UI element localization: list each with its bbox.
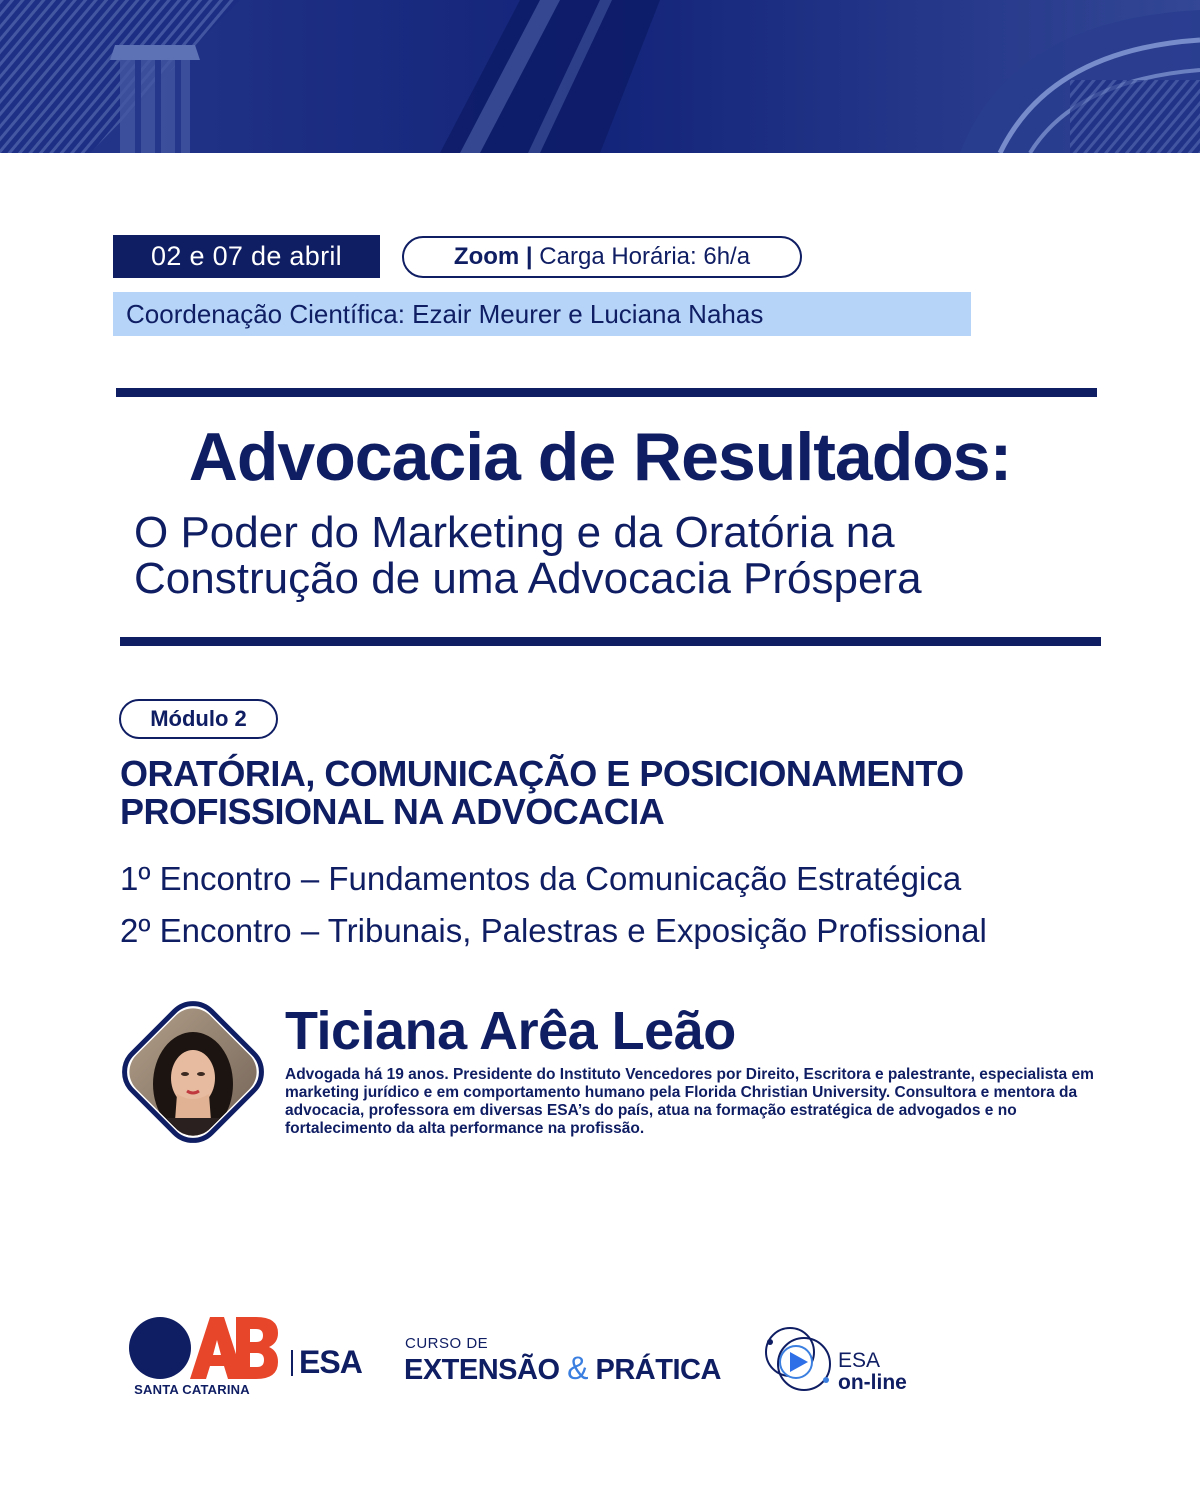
workload-label: Carga Horária: 6h/a	[539, 243, 751, 270]
platform-label: Zoom	[453, 243, 520, 270]
pratica-word: PRÁTICA	[595, 1354, 721, 1386]
course-subtitle-line-2: Construção de uma Advocacia Próspera	[134, 554, 922, 603]
module-title-line-2: PROFISSIONAL NA ADVOCACIA	[120, 791, 665, 832]
course-subtitle	[134, 510, 1134, 602]
ampersand-glyph: &	[567, 1350, 588, 1386]
esa-online-label	[838, 1350, 907, 1394]
speaker-avatar	[117, 996, 269, 1148]
module-title-line-1: ORATÓRIA, COMUNICAÇÃO E POSICIONAMENTO	[120, 753, 964, 794]
curso-de-label: CURSO DE	[405, 1335, 489, 1352]
online-line-2: on-line	[838, 1371, 907, 1394]
date-badge: 02 e 07 de abril	[113, 235, 380, 278]
oab-subtitle: SANTA CATARINA	[134, 1382, 250, 1397]
encounter-1: 1º Encontro – Fundamentos da Comunicação Estratégica	[120, 860, 962, 897]
speaker-bio: Advogada há 19 anos. Presidente do Instituto Vencedores por Direito, Escritora e palestrante, especialista em marketing jurídico e em comportamento humano pela Florida Christian University. Consultora e mentora da advocacia, professora em diversas ESA’s do país, atua na formação estratégica de advogados e no fortalecimento da alta performance na profissão.	[285, 1066, 1094, 1137]
encounter-2: 2º Encontro – Tribunais, Palestras e Exposição Profissional	[120, 912, 987, 949]
extensao-word: EXTENSÃO	[404, 1354, 560, 1386]
course-title: Advocacia de Resultados:	[188, 419, 1012, 495]
bottom-divider	[120, 637, 1101, 646]
pill-separator: |	[525, 243, 533, 270]
online-line-1: ESA	[838, 1349, 881, 1372]
extensao-pratica-logo	[404, 1350, 721, 1387]
course-subtitle-line-1: O Poder do Marketing e da Oratória na	[134, 508, 895, 557]
coordination-banner: Coordenação Científica: Ezair Meurer e Luciana Nahas	[113, 292, 971, 336]
esa-logo-text: ESA	[299, 1344, 362, 1380]
header-banner-image	[0, 0, 1200, 153]
play-circle-icon	[760, 1322, 836, 1398]
footer-logos	[0, 1300, 1200, 1430]
oab-logo	[128, 1316, 278, 1380]
module-title	[120, 755, 1120, 831]
speaker-name: Ticiana Arêa Leão	[285, 1001, 736, 1061]
platform-workload-pill	[402, 236, 802, 278]
esa-separator	[291, 1350, 293, 1376]
top-divider	[116, 388, 1097, 397]
module-badge: Módulo 2	[119, 699, 278, 739]
